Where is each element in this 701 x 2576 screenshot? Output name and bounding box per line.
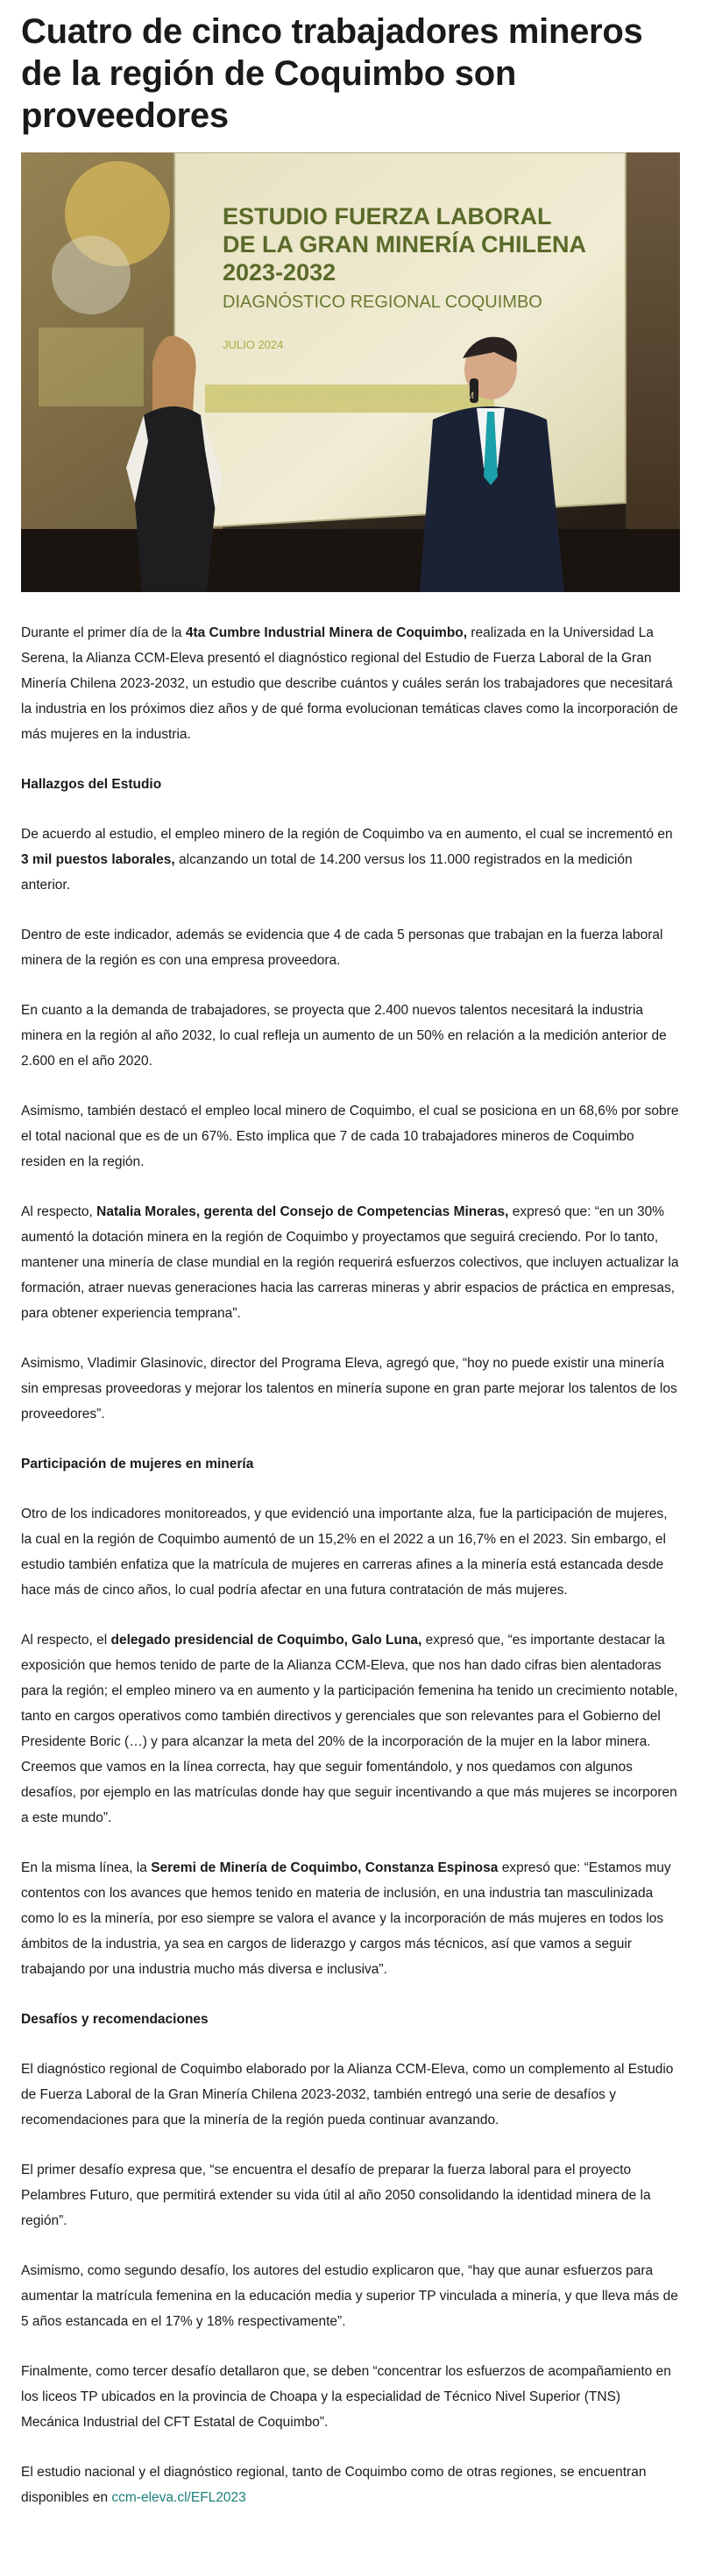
paragraph-quote-morales: Al respecto, Natalia Morales, gerenta del Consejo de Competencias Mineras, expresó que: “en un 30% aumentó la dotación minera en la región de Coquimbo y proyectamos que seguirá creciendo. Por lo tanto, mantener una minería de clase mundial en la región requerirá esfuerzos colectivos, que incluyen actualizar la formación, atraer nuevas generaciones hacia las carreras mineras y abrir espacios de práctica en empresas, para obtener experiencia temprana”. xyxy=(21,1204,679,1321)
slide-presenter-1: NATALIA MORALES - GERENTA CCM-ALIANZA CCM xyxy=(223,391,475,401)
slide-title-line-2: DE LA GRAN MINERÍA CHILENA xyxy=(223,231,586,258)
paragraph-quote-luna: Al respecto, el delegado presidencial de Coquimbo, Galo Luna, expresó que, “es importante destacar la exposición que hemos tenido de parte de la Alianza CCM-Eleva, que nos han dado cifras bien alentadoras para la región; el empleo minero va en aumento y la participación femenina ha tenido un crecimiento notable, tanto en cargos operativos como también directivos y gerenciales que son relevantes para el Gobierno del Presidente Boric (…) y para alcanzar la meta del 20% de la incorporación de la mujer en la labor minera. Creemos que vamos en la línea correcta, hay que seguir fomentándolo, y nos quedamos con algunos desafíos, por ejemplo en las matrículas donde hay que seguir incentivando a que más mujeres se incorporen a este mundo”. xyxy=(21,1633,678,1825)
slide-date: JULIO 2024 xyxy=(223,338,284,351)
paragraph-quote-espinosa: En la misma línea, la Seremi de Minería de Coquimbo, Constanza Espinosa expresó que: “Estamos muy contentos con los avances que hemos tenido en materia de inclusión, en una industria tan masculinizada como lo es la minería, por eso siempre se valora el avance y la incorporación de más mujeres en todos los ámbitos de la industria, ya sea en cargos de liderazgo y cargos más técnicos, así que vamos a seguir trabajando por una industria mucho más diversa e inclusiva”. xyxy=(21,1860,671,1977)
section-heading-hallazgos: Hallazgos del Estudio xyxy=(21,777,162,792)
paragraph-desafio-2: Asimismo, como segundo desafío, los autores del estudio explicaron que, “hay que aunar esfuerzos para aumentar la matrícula femenina en la educación media y superior TP vinculada a minería, y que lleva más de 5 años estancada en el 17% y 18% respectivamente”. xyxy=(21,2263,678,2329)
paragraph-mujeres: Otro de los indicadores monitoreados, y que evidenció una importante alza, fue la participación de mujeres, la cual en la región de Coquimbo aumentó de un 15,2% en el 2022 a un 16,7% en el 2023. Sin embargo, el estudio también enfatiza que la matrícula de mujeres en carreras afines a la minería está estancada desde hace más de cinco años, lo cual podría afectar en una futura contratación de más mujeres. xyxy=(21,1507,668,1598)
slide-subtitle: DIAGNÓSTICO REGIONAL COQUIMBO xyxy=(223,293,542,312)
paragraph-empleo: De acuerdo al estudio, el empleo minero de la región de Coquimbo va en aumento, el cual se incrementó en 3 mil puestos laborales, alcanzando un total de 14.200 versus los 11.000 registrados en la medición anterior. xyxy=(21,827,673,893)
paragraph-empleo-local: Asimismo, también destacó el empleo local minero de Coquimbo, el cual se posiciona en un 68,6% por sobre el total nacional que es de un 67%. Esto implica que 7 de cada 10 trabajadores mineros de Coquimbo residen en la región. xyxy=(21,1104,679,1169)
hero-image xyxy=(21,152,680,592)
paragraph-intro: Durante el primer día de la 4ta Cumbre Industrial Minera de Coquimbo, realizada en la Universidad La Serena, la Alianza CCM-Eleva presentó el diagnóstico regional del Estudio de Fuerza Laboral de la Gran Minería Chilena 2023-2032, un estudio que describe cuántos y cuáles serán los trabajadores que necesitará la industria en los próximos diez años y de qué forma evolucionan temáticas claves como la incorporación de más mujeres en la industria. xyxy=(21,625,678,742)
section-heading-mujeres: Participación de mujeres en minería xyxy=(21,1457,254,1471)
slide-title-line-1: ESTUDIO FUERZA LABORAL xyxy=(223,203,552,229)
speaker-espinosa: Seremi de Minería de Coquimbo, Constanza Espinosa xyxy=(151,1860,499,1875)
paragraph-diagnostico: El diagnóstico regional de Coquimbo elaborado por la Alianza CCM-Eleva, como un complemento al Estudio de Fuerza Laboral de la Gran Minería Chilena 2023-2032, también entregó una serie de desafíos y recomendaciones para que la minería de la región pueda continuar avanzando. xyxy=(21,2062,674,2128)
highlight-puestos: 3 mil puestos laborales, xyxy=(21,852,175,867)
slide-presenter-2: VLADIMIR GLASINOVIC - DIRECTOR ELEVA xyxy=(223,405,437,415)
study-link[interactable]: ccm-eleva.cl/EFL2023 xyxy=(111,2490,246,2505)
paragraph-quote-glasinovic: Asimismo, Vladimir Glasinovic, director del Programa Eleva, agregó que, “hoy no puede existir una minería sin empresas proveedoras y mejorar los talentos en minería supone en gran parte mejorar los talentos de los proveedores”. xyxy=(21,1356,677,1422)
speaker-luna: delegado presidencial de Coquimbo, Galo Luna, xyxy=(110,1633,422,1648)
paragraph-proveedores: Dentro de este indicador, además se evidencia que 4 de cada 5 personas que trabajan en la fuerza laboral minera de la región es con una empresa proveedora. xyxy=(21,928,663,968)
paragraph-demanda: En cuanto a la demanda de trabajadores, se proyecta que 2.400 nuevos talentos necesitará la industria minera en la región al año 2032, lo cual refleja un aumento de un 50% en relación a la medición anterior de 2.600 en el año 2020. xyxy=(21,1003,667,1069)
event-name: 4ta Cumbre Industrial Minera de Coquimbo, xyxy=(185,625,468,640)
paragraph-desafio-1: El primer desafío expresa que, “se encuentra el desafío de preparar la fuerza laboral para el proyecto Pelambres Futuro, que permitirá extender su vida útil al año 2050 consolidando la identidad minera de la región”. xyxy=(21,2163,651,2228)
section-heading-desafios: Desafíos y recomendaciones xyxy=(21,2012,209,2027)
paragraph-disponibilidad: El estudio nacional y el diagnóstico regional, tanto de Coquimbo como de otras regiones, se encuentran disponibles en ccm-eleva.cl/EFL2023 xyxy=(21,2465,647,2505)
article-title: Cuatro de cinco trabajadores mineros de la región de Coquimbo son proveedores xyxy=(21,12,643,135)
speaker-morales: Natalia Morales, gerenta del Consejo de Competencias Mineras, xyxy=(96,1204,509,1219)
slide-title-line-3: 2023-2032 xyxy=(223,259,336,286)
paragraph-desafio-3: Finalmente, como tercer desafío detallaron que, se deben “concentrar los esfuerzos de acompañamiento en los liceos TP ubicados en la provincia de Choapa y la especialidad de Técnico Nivel Superior (TNS) Mecánica Industrial del CFT Estatal de Coquimbo”. xyxy=(21,2364,671,2430)
